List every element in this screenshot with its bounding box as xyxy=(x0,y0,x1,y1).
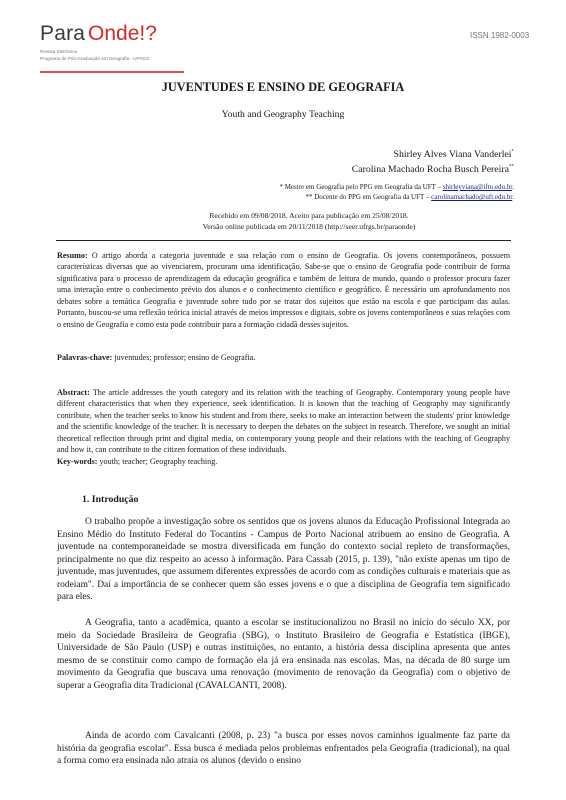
affiliation-1 xyxy=(279,183,514,191)
affiliation-2-text: Docente do PPG em Geografia da UFT – xyxy=(314,193,432,201)
logo-underline-rule xyxy=(40,71,184,73)
palavras-chave-text: juventudes; professor; ensino de Geografia. xyxy=(114,353,256,362)
resumo-block xyxy=(57,250,510,330)
palavras-chave-label: Palavras-chave: xyxy=(57,353,113,362)
abstract-text: The article addresses the youth category and its relation with the teaching of Geography. Contemporary young people have different characteristics that when they experience, seek identification. It is known that the teaching of Geography may significantly contribute, when the teacher seeks to know his student and from there, seeks to make an interaction between the students' prior knowledge and the scientific knowledge of the teacher. It is necessary to deepen the debates on the subject in research. Therefore, we sought an initial theoretical reflection through print and digital media, on contemporary young people and their relations with the teaching of Geography and how it, can contribute to the citizen formation of these individuals. xyxy=(57,388,510,455)
author-1-mark: * xyxy=(511,149,514,155)
section-heading-introducao: 1. Introdução xyxy=(82,494,139,505)
abstract-block xyxy=(57,387,510,467)
journal-logo xyxy=(40,22,180,66)
article-title: JUVENTUDES E ENSINO DE GEOGRAFIA xyxy=(161,80,405,94)
palavras-chave-block xyxy=(57,352,510,363)
body-paragraph-2: A Geografia, tanto a acadêmica, quanto a escolar se institucionalizou no Brasil no início do século XX, por meio da Sociedade Brasileira de Geografia (SBG), o Instituto Brasileiro de Geografia e Estatística (IBGE), Universidade de São Paulo (USP) e outras instituições, no entanto, a história dessa disciplina apresenta que antes mesmo de se constituir como campo de formação ela já era ensinada nas escolas. Mas, na década de 80 surge um movimento da Geografia que buscava uma renovação (movimento de renovação da Geografia) com o objetivo de superar a Geografia dita Tradicional (CAVALCANTI, 2008). xyxy=(57,618,510,691)
affiliation-2-end: . xyxy=(512,193,514,201)
affiliation-2-mark: ** xyxy=(305,193,313,201)
author-1 xyxy=(394,149,514,160)
logo-caption-line1: Revista Eletrônica xyxy=(40,49,78,54)
issn-label: ISSN 1982-0003 xyxy=(470,31,530,40)
affiliation-1-email-link[interactable]: shirleyviana@ifto.edu.br xyxy=(442,183,513,191)
resumo-label: Resumo: xyxy=(57,251,88,260)
logo-text-accent: Onde!? xyxy=(88,22,157,45)
author-1-name: Shirley Alves Viana Vanderlei xyxy=(393,149,512,160)
article-subtitle-english: Youth and Geography Teaching xyxy=(221,109,345,120)
section-divider-rule xyxy=(56,240,511,241)
affiliation-2-email-link[interactable]: carolinamachado@uft.edu.br xyxy=(431,193,513,201)
keywords-label: Key-words: xyxy=(57,456,98,466)
affiliation-1-mark: * xyxy=(279,183,283,191)
online-publication-date: Versão online publicada em 20/11/2018 (http://seer.ufrgs.br/paraonde) xyxy=(202,222,416,231)
author-2 xyxy=(352,164,514,175)
body-paragraph-1: O trabalho propõe a investigação sobre os sentidos que os jovens alunos da Educação Profissional Integrada ao Ensino Médio do Instituto Federal do Tocantins - Campus de Porto Nacional atribuem ao ensino de Geografia. A juventude na contemporaneidade se mostra diversificada em função do contexto social repleto de transformações, principalmente no que diz respeito ao acesso à informação. Para Cassab (2015, p. 139), "não existe apenas um tipo de juventude, mas juventudes, que assumem diferentes expressões de acordo com as condições culturais e materiais que as rodeiam". Daí a importância de se conhecer quem são esses jovens e o que a disciplina de Geografia tem significado para eles. xyxy=(57,517,510,603)
abstract-label: Abstract: xyxy=(57,388,90,397)
resumo-text: O artigo aborda a categoria juventude e sua relação com o ensino de Geografia. Os jovens contemporâneos, possuem características diversas que ao vivenciarem, procuram uma identificação. Sabe-se que o ensino de Geografia pode contribuir de forma significativa para o processo de aprendizagem da educação geográfica e também de leitura de mundo, quando o professor procura fazer uma interação entre o conhecimento prévio dos alunos e o conhecimento científico e geográfico. É necessário um aprofundamento nos debates sobre a temática Geografia e juventude sobre tudo por se tratar dos sujeitos que estão na escola e que participam das aulas. Portanto, buscou-se uma reflexão teórica inicial através de meios impressos e digitais, sobre os jovens contemporâneos e suas relações com o ensino de Geografia e como esta pode contribuir para a formação cidadã desses sujeitos. xyxy=(57,251,510,329)
logo-text-main: Para xyxy=(40,22,86,45)
author-2-name: Carolina Machado Rocha Busch Pereira xyxy=(351,164,509,175)
author-2-mark: ** xyxy=(509,164,514,170)
received-accepted-dates: Recebido em 09/08/2018. Aceito para publicação em 25/08/2018. xyxy=(209,211,409,220)
keywords-text: youth; teacher; Geography teaching. xyxy=(99,456,218,466)
affiliation-2 xyxy=(306,193,515,201)
body-paragraph-3: Ainda de acordo com Cavalcanti (2008, p. 23) "a busca por esses novos caminhos igualmente faz parte da história da geografia escolar". Essa busca é mediada pelos problemas enfrentados pela Geografia (tradicional), na qual a forma como era ensinada não atraía os alunos (devido o ensino xyxy=(57,731,510,767)
affiliation-1-text: Mestre em Geografia pelo PPG em Geografia da UFT – xyxy=(284,183,443,191)
logo-caption-line2: Programa de Pós-Graduação em Geografia - UFRGS xyxy=(40,56,150,61)
affiliation-1-end: . xyxy=(512,183,514,191)
